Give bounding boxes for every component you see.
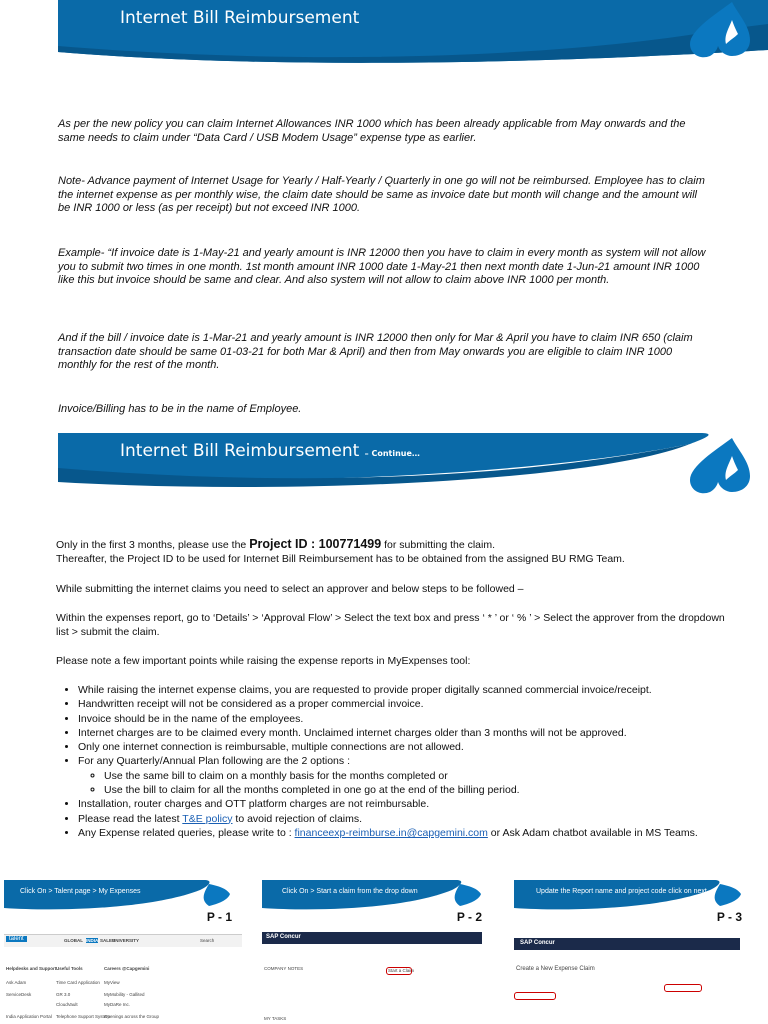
list-item	[78, 826, 736, 840]
thumb-header-bar	[514, 938, 740, 950]
project-line-post: for submitting the claim.	[381, 539, 496, 551]
banner-wave-graphic	[0, 0, 768, 110]
project-line-pre: Only in the first 3 months, please use the	[56, 539, 250, 551]
march-paragraph: And if the bill / invoice date is 1-Mar-21 and yearly amount is INR 12000 then only for Mar & April you have to claim INR 650 (claim transaction date should be same 01-03-21 for both Mar & April) and then from May onwards you are eligible to claim INR 1000 monthly for the rest of the month.	[58, 332, 693, 371]
thumb-search: Search	[200, 938, 215, 943]
list-item	[78, 812, 736, 826]
thumbnail-p2	[262, 880, 492, 1024]
thumb-cell: MyMobility - Gallited	[104, 992, 145, 997]
points-list	[56, 683, 736, 840]
thumb-cell: ServiceDesk	[6, 992, 32, 997]
thumb-caption: Click On > Talent page > My Expenses	[20, 888, 141, 895]
project-section	[56, 537, 736, 566]
slide-title-text: Internet Bill Reimbursement	[120, 441, 360, 461]
list-item: • While raising the internet expense claims, you are requested to provide proper digitally scanned commercial invoice/receipt.	[78, 683, 736, 697]
thumb-col-header: Helpdesks and Support	[6, 966, 57, 971]
thumb-header-bar	[262, 932, 482, 944]
thumb-page-label: P - 2	[456, 910, 482, 924]
thumb-cell: MyView	[104, 980, 120, 985]
project-code-highlight	[664, 984, 702, 992]
example-paragraph: Example- “If invoice date is 1-May-21 and yearly amount is INR 12000 then you have to claim in every month as system will not allow you to submit two times in one month. 1st month amount INR 1000 date 1-May-21 then next month date 1-Jun-21 amount INR 1000 like this but invoice should be same and clear. And also system will not allow to claim above INR 1000 per month.	[58, 247, 706, 286]
query-pre: Any Expense related queries, please write to :	[78, 826, 295, 839]
thumb-nav-item: INDIA	[86, 938, 99, 943]
list-item: • Handwritten receipt will not be considered as a proper commercial invoice.	[78, 697, 736, 711]
te-policy-link[interactable]: T&E policy	[182, 812, 233, 825]
list-item	[78, 754, 736, 797]
thereafter-line: Thereafter, the Project ID to be used for Internet Bill Reimbursement has to be obtained from the assigned BU RMG Team.	[56, 553, 625, 565]
thumb-nav-item: UNIVERSITY	[112, 938, 140, 943]
thumb-cell: Ask Adam	[6, 980, 27, 985]
approval-steps: Within the expenses report, go to ‘Details’ > ‘Approval Flow’ > Select the text box and press ‘ * ’ or ‘ % ’ > Select the approver from the dropdown list > submit the claim.	[56, 612, 725, 638]
thumb-cell: CloudVault	[56, 1002, 78, 1007]
note-paragraph: Note- Advance payment of Internet Usage for Yearly / Half-Yearly / Quarterly in one go will not be reimbursed. Employee has to claim the internet expense as per monthly wise, the claim date should be same as invoice date but month will change and the amount will be INR 1000 or less (as per receipt) but not exceed INR 1000.	[58, 175, 705, 214]
thumb-nav-item: GLOBAL	[64, 938, 83, 943]
query-post: or Ask Adam chatbot available in MS Teams.	[487, 826, 698, 839]
thumb-cell: MyDaRe Inc.	[104, 1002, 131, 1007]
points-intro: Please note a few important points while raising the expense reports in MyExpenses tool:	[56, 655, 471, 667]
sub-list-item: ◦ Use the same bill to claim on a monthly basis for the months completed or	[104, 769, 736, 783]
policy-paragraph: As per the new policy you can claim Internet Allowances INR 1000 which has been already applicable from May onwards and the same needs to claim under “Data Card / USB Modem Usage” expense type as earlier.	[58, 118, 686, 144]
slide-title	[120, 441, 420, 461]
slide-subtitle: – Continue…	[364, 449, 420, 458]
thumb-cell: Telephone Support System	[56, 1014, 111, 1019]
thumb-caption: Update the Report name and project code click on next	[536, 888, 707, 895]
spade-logo-icon	[680, 436, 760, 506]
sap-concur-logo: SAP Concur	[520, 940, 555, 946]
thumb-page-label: P - 1	[206, 910, 232, 924]
thumb-cell: Openings across the Group	[104, 1014, 160, 1019]
project-line	[56, 537, 736, 552]
policy-pre: Please read the latest	[78, 812, 183, 825]
thumb-cell: India Application Portal	[6, 1014, 52, 1019]
invoice-name-paragraph: Invoice/Billing has to be in the name of Employee.	[58, 403, 302, 415]
sub-list-item: ◦ Use the bill to claim for all the months completed in one go at the end of the billing period.	[104, 783, 736, 797]
thumb-my-tasks: MY TASKS	[264, 1016, 287, 1021]
thumb-company-notes: COMPANY NOTES	[264, 966, 304, 971]
thumbnail-p3	[514, 880, 752, 1024]
thumb-col-header: Useful Tools	[56, 966, 83, 971]
thumb-nav-item: SALES	[100, 938, 116, 943]
thumb-caption: Click On > Start a claim from the drop down	[282, 888, 418, 895]
slide-internet-bill	[0, 0, 768, 430]
sap-concur-logo: SAP Concur	[266, 934, 301, 940]
thumb-nav-bar	[4, 934, 242, 947]
thumb-cell: GR 3.0	[56, 992, 71, 997]
talent-logo: talent	[6, 936, 27, 942]
slide-banner	[0, 0, 768, 110]
thumb-cell: Time Card Application	[56, 980, 100, 985]
list-item: • Internet charges are to be claimed every month. Unclaimed internet charges older than 3 months will not be approved.	[78, 726, 736, 740]
finance-email-link[interactable]: financeexp-reimburse.in@capgemini.com	[294, 826, 488, 839]
list-item: • Installation, router charges and OTT platform charges are not reimbursable.	[78, 797, 736, 811]
approver-intro: While submitting the internet claims you need to select an approver and below steps to be followed –	[56, 583, 524, 595]
thumbnail-p1	[4, 880, 242, 1024]
slide-banner	[0, 430, 768, 540]
project-id: Project ID : 100771499	[249, 537, 382, 551]
slide-title: Internet Bill Reimbursement	[120, 8, 360, 28]
thumb-page-label: P - 3	[716, 910, 742, 924]
list-item: • Only one internet connection is reimbursable, multiple connections are not allowed.	[78, 740, 736, 754]
list-item: • Invoice should be in the name of the employees.	[78, 712, 736, 726]
list-item-text: For any Quarterly/Annual Plan following are the 2 options :	[78, 755, 350, 768]
policy-post: to avoid rejection of claims.	[232, 812, 363, 825]
thumb-start-claim-item: Start a Claim	[388, 968, 415, 973]
report-name-highlight	[514, 992, 556, 1000]
spade-logo-icon	[680, 0, 760, 70]
slide-internet-bill-continue	[0, 430, 768, 855]
thumb-create-claim-heading: Create a New Expense Claim	[516, 966, 595, 972]
thumb-col-header: Careers @Capgemini	[104, 966, 150, 971]
